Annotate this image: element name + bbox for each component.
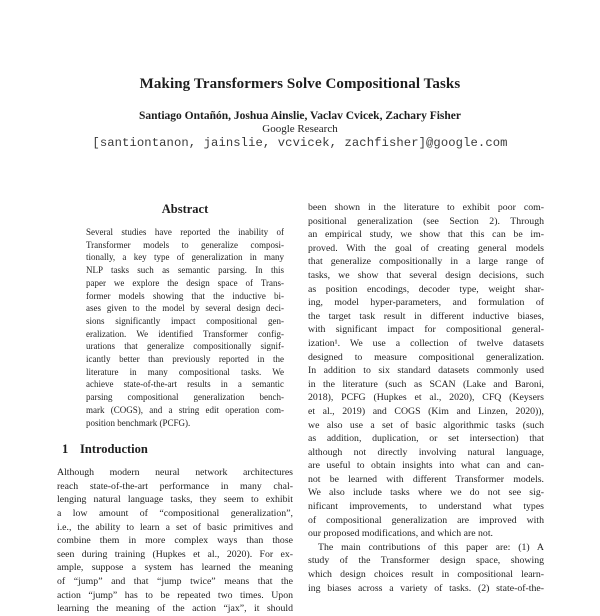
text-line: literature in many compositional tasks. We [86,366,284,377]
abstract-body [86,226,284,429]
paper-title: Making Transformers Solve Compositional Tasks [139,76,461,93]
text-line: a low amount of “compositional generalization”, [57,508,293,520]
text-line: NLP tasks such as semantic parsing. In this [86,265,284,276]
right-column [308,201,544,595]
text-line: as addition, duplication, or set intersection) that [308,433,544,445]
text-line: Transformer models to generalize composi- [86,239,284,250]
text-line: the target task result in different inductive biases, [308,310,544,322]
text-line: tionally, a key type of generalization in many [86,252,284,263]
text-line: lenging natural language tasks, they seem to exhibit [57,494,293,506]
text-line: seen during training (Hupkes et al., 2020). For ex- [57,548,293,560]
text-line: parsing compositional generalization bench- [86,392,284,403]
left-column [57,200,293,616]
text-line: former models showing that the inductive bi- [86,290,284,301]
text-line: proved. With the goal of creating general models [308,242,544,254]
text-line: 2018), PCFG (Hupkes et al., 2020), CFQ (Keysers [308,392,544,404]
text-line: an empirical study, we show that this can be im- [308,229,544,241]
section-number: 1 [62,442,69,457]
text-line: that generalize compositionally in a large range of [308,256,544,268]
paragraph [86,226,284,429]
text-line: ing biases across a variety of tasks. (2) state-of-the- [308,582,544,594]
text-line: combine them in more complex ways than those [57,535,293,547]
text-line: icantly better than previously reported in the [86,354,284,365]
text-line: reach state-of-the-art performance in many chal- [57,480,293,492]
text-line: ample, suppose a system has learned the meaning [57,562,293,574]
text-line: our proposed modifications, and which are not. [308,528,494,540]
text-line: urations that generalize compositionally signif- [86,341,284,352]
text-line: et al., 2019) and COGS (Kim and Linzen, 2020)), [308,405,544,417]
text-line: ing, model hyper-parameters, and formulation of [308,297,544,309]
text-line: The main contributions of this paper are: (1) A [318,541,544,553]
text-line: Although modern neural network architectures [57,467,293,479]
introduction-body [57,466,293,616]
text-line: ization¹. We use a collection of twelve datasets [308,337,544,349]
text-line: as position encodings, decoder type, weight shar- [308,283,544,295]
section-title: Introduction [80,442,148,457]
text-line: sions significantly impact compositional gen- [86,315,284,326]
text-line: paper we explore the design space of Trans- [86,277,284,288]
text-line: although not directly involving natural language, [308,446,544,458]
text-line: we also use a set of basic algorithmic tasks (such [308,419,544,431]
paragraph [308,541,544,595]
text-line: study of the Transformer design space, showing [308,555,544,567]
text-line: nificant improvements, to understand what types [308,501,544,513]
text-line: eralization. We identified Transformer config- [86,328,284,339]
text-line: of “jump” and that “jump twice” means that the [57,576,293,587]
text-line: are useful to obtain insights into what can and can- [308,460,544,472]
text-line: which design choices result in compositional learn- [308,569,544,581]
section-heading-introduction [57,442,293,457]
paragraph [308,201,544,541]
text-line: Several studies have reported the inability of [86,227,284,237]
text-line: been shown in the literature to exhibit poor com- [308,202,544,213]
text-line: not be learned with different Transformer models. [308,473,544,485]
author-emails: [santiontanon, jainslie, vcvicek, zachfisher]@google.com [92,136,508,150]
text-line: in the literature (such as SCAN (Lake and Baroni, [308,378,544,390]
text-line: with significant impact for compositional general- [308,324,544,336]
author-list: Santiago Ontañón, Joshua Ainslie, Vaclav Cvicek, Zachary Fisher [138,110,462,122]
text-line: position benchmark (PCFG). [86,417,191,428]
text-line: learning the meaning of the action “jax”, it should [57,603,293,615]
text-line: In addition to six standard datasets commonly used [308,365,544,377]
text-line: designed to measure compositional generalization. [308,351,544,363]
text-line: We also include tasks where we do not see sig- [308,487,544,499]
text-line: achieve state-of-the-art results in a semantic [86,379,284,390]
paragraph [57,466,293,616]
text-line: of compositional generalization are improved with [308,514,544,526]
text-line: mark (COGS), and a string edit operation com- [86,404,284,415]
text-line: tasks, we show that several design decisions, such [308,269,544,281]
text-line: action “jump” has to be repeated two times. Upon [57,589,293,601]
text-line: ases given to the model by several design deci- [86,303,284,314]
text-line: i.e., the ability to learn a set of basic primitives and [57,521,293,533]
abstract-heading: Abstract [161,202,209,216]
affiliation: Google Research [262,123,338,135]
text-line: positional generalization (see Section 2). Through [308,215,544,227]
